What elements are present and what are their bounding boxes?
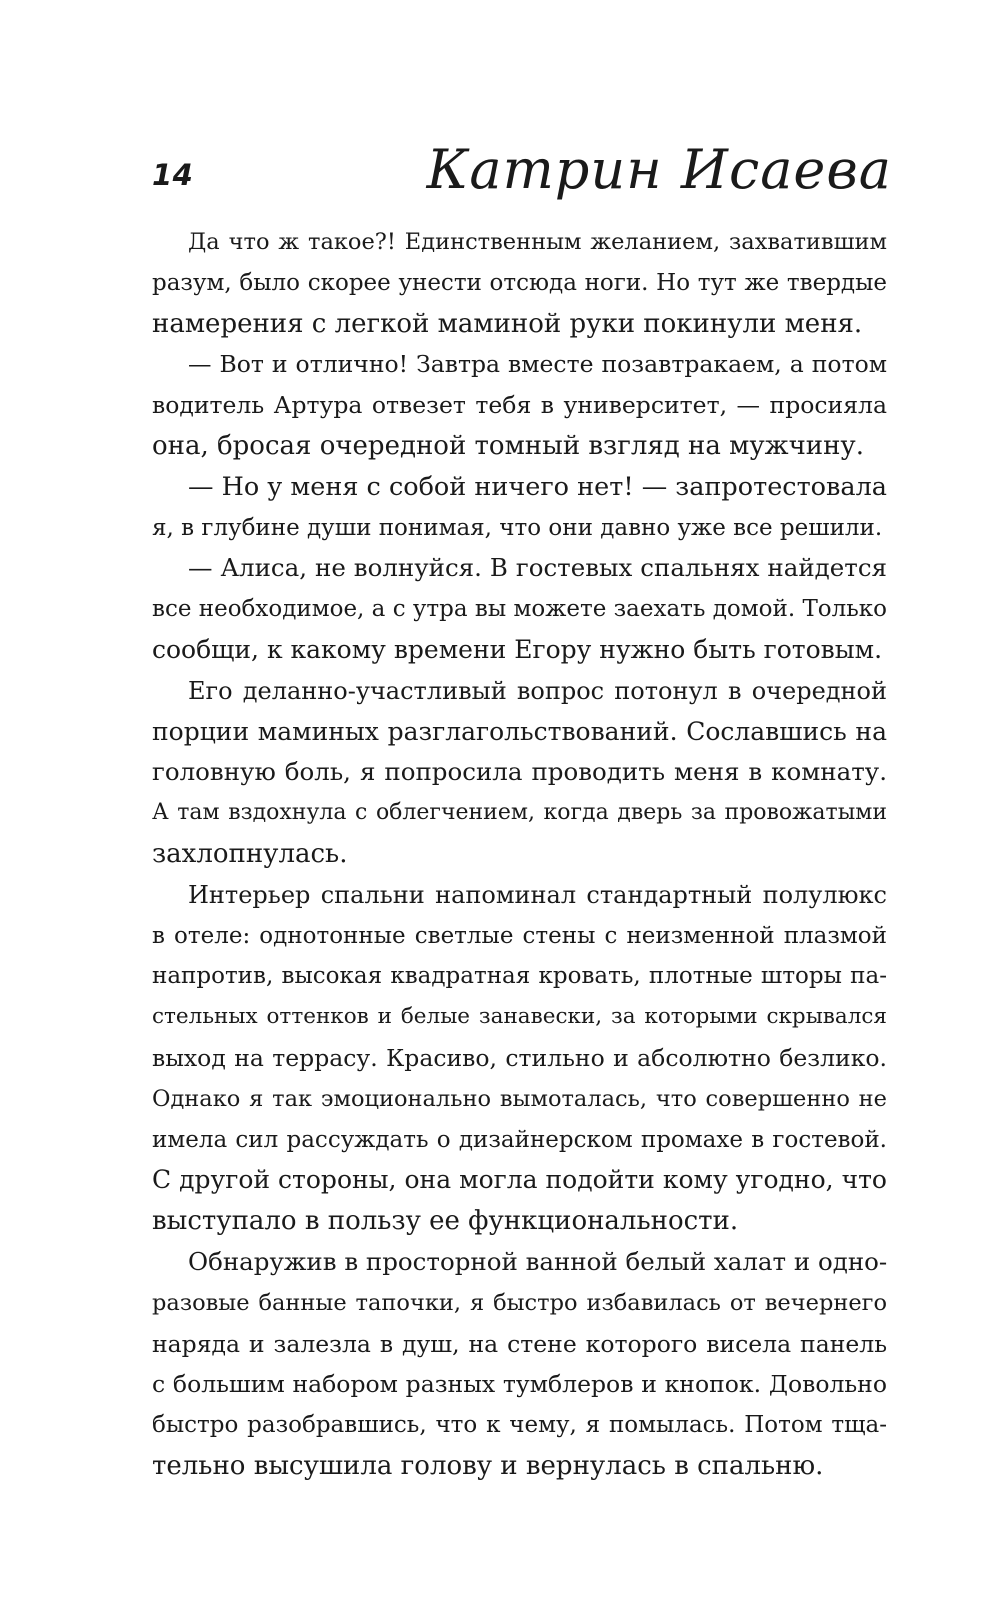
text-line: сообщи, к какому времени Егору нужно быть готовым. — [152, 634, 883, 664]
text-line: напротив, высокая квадратная кровать, плотные шторы па- — [152, 963, 887, 990]
text-line: С другой стороны, она могла подойти кому угодно, что — [152, 1165, 887, 1195]
text-line: — Алиса, не волнуйся. В гостевых спальнях найдется — [188, 553, 887, 583]
page-header — [152, 140, 892, 210]
body-text — [152, 222, 887, 1487]
text-line: Интерьер спальни напоминал стандартный полулюкс — [188, 880, 887, 909]
text-line: А там вздохнула с облегчением, когда дверь за провожатыми — [152, 800, 887, 826]
text-line: наряда и залезла в душ, на стене которого висела панель — [152, 1329, 887, 1358]
text-line: Обнаружив в просторной ванной белый халат и одно- — [188, 1246, 888, 1276]
text-line: Да что ж такое?! Единственным желанием, захватившим — [188, 229, 887, 255]
text-line: намерения с легкой маминой руки покинули меня. — [152, 308, 863, 339]
text-line: я, в глубине души понимая, что они давно уже все решили. — [152, 514, 883, 541]
text-line: с большим набором разных тумблеров и кнопок. Довольно — [152, 1370, 887, 1399]
text-line: — Вот и отлично! Завтра вместе позавтракаем, а потом — [188, 350, 887, 379]
text-line: стельных оттенков и белые занавески, за которыми скрывался — [152, 1004, 887, 1030]
text-line: тельно высушила голову и вернулась в спальню. — [152, 1450, 824, 1481]
text-line: захлопнулась. — [152, 838, 348, 869]
text-line: имела сил рассуждать о дизайнерском промахе в гостевой. — [152, 1126, 887, 1153]
text-line: порции маминых разглагольствований. Сославшись на — [152, 716, 887, 746]
text-line: разум, было скорее унести отсюда ноги. Но тут же твердые — [152, 269, 887, 296]
text-line: выход на террасу. Красиво, стильно и абсолютно безлико. — [152, 1043, 887, 1072]
text-line: Его деланно-участливый вопрос потонул в очередной — [188, 676, 887, 705]
text-line: в отеле: однотонные светлые стены с неизменной плазмой — [152, 922, 887, 949]
text-line: разовые банные тапочки, я быстро избавилась от вечернего — [152, 1289, 887, 1316]
text-line: головную боль, я попросила проводить меня в комнату. — [152, 757, 887, 787]
text-line: быстро разобравшись, что к чему, я помылась. Потом тща- — [152, 1412, 887, 1439]
text-line: все необходимое, а с утра вы можете заехать домой. Только — [152, 596, 887, 623]
text-line: выступало в пользу ее функциональности. — [152, 1206, 739, 1237]
text-line: Однако я так эмоционально вымоталась, что совершенно не — [152, 1085, 887, 1112]
text-line: водитель Артура отвезет тебя в университет, — просияла — [152, 391, 887, 420]
running-head-author: Катрин Исаева — [426, 138, 892, 201]
page-number: 14 — [152, 158, 194, 192]
text-line: — Но у меня с собой ничего нет! — запротестовала — [188, 471, 887, 502]
text-line: она, бросая очередной томный взгляд на мужчину. — [152, 430, 864, 461]
